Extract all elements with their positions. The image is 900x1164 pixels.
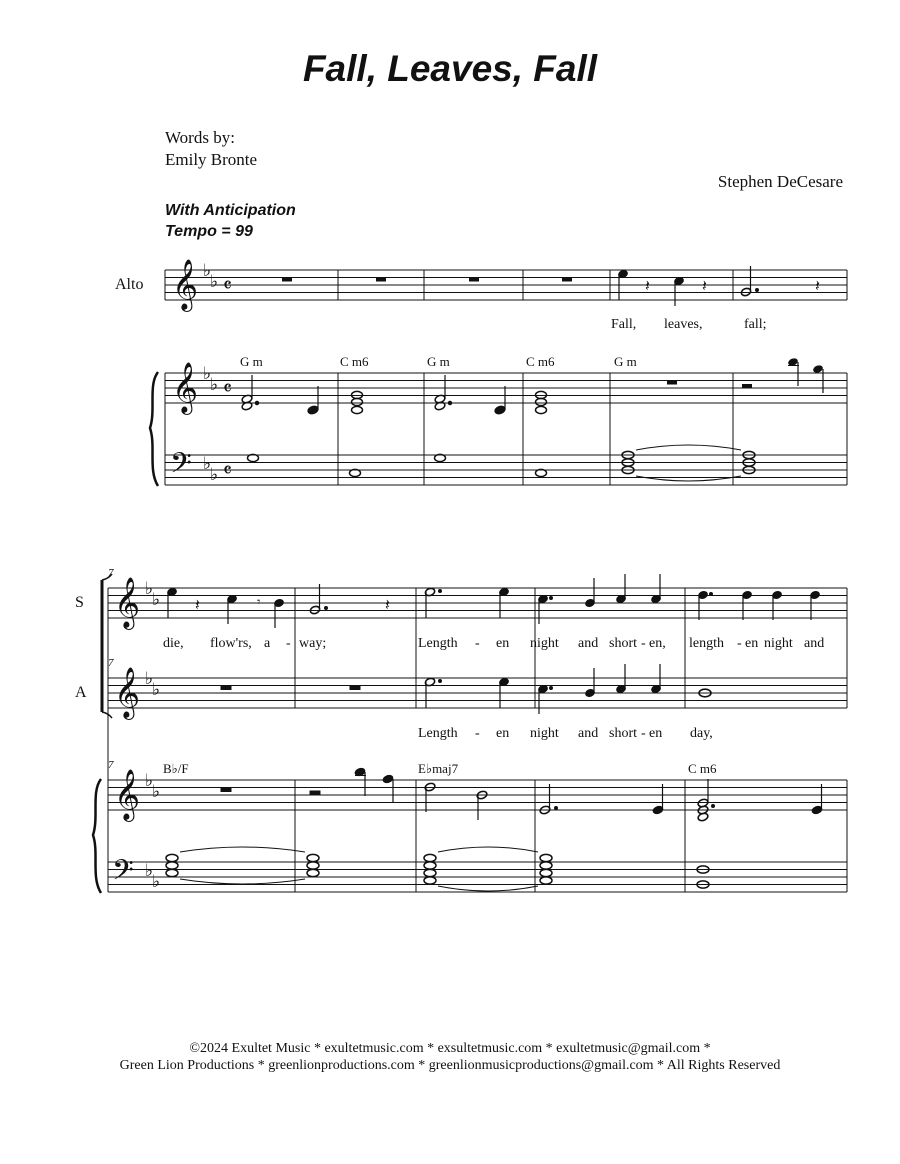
treble-clef-icon: 𝄞: [114, 770, 141, 819]
svg-text:𝄴: 𝄴: [223, 378, 232, 400]
alto-notes-m5: [618, 269, 707, 306]
treble-clef-icon: 𝄞: [172, 260, 199, 309]
lyric: -: [737, 636, 742, 651]
words-by-label: Words by:: [165, 128, 235, 147]
lyric: leaves,: [664, 317, 703, 332]
whole-rests-alto: [282, 278, 572, 282]
lyric: and: [578, 636, 599, 651]
chord-symbol: E♭maj7: [418, 761, 459, 776]
svg-text:𝄽: 𝄽: [645, 278, 650, 295]
piano-brace: [150, 372, 158, 486]
svg-text:♭: ♭: [152, 782, 161, 801]
bass-clef-icon: 𝄢: [112, 856, 134, 893]
lyric: -: [641, 636, 646, 651]
lyricist-name: Emily Bronte: [165, 150, 258, 169]
key-signatures-s2: [145, 579, 160, 891]
treble-clef-icon: 𝄞: [114, 668, 141, 717]
alto-staff-label-s2: A: [75, 684, 87, 701]
svg-text:♭: ♭: [152, 872, 161, 891]
svg-text:♭: ♭: [152, 680, 161, 699]
lyric: en,: [649, 636, 666, 651]
piano-barlines: [338, 373, 847, 485]
lyric: length: [689, 636, 724, 651]
chord-symbol: G m: [614, 354, 637, 369]
time-signatures-system-1: [223, 275, 232, 482]
measure-number: 7: [108, 657, 114, 669]
svg-text:𝄴: 𝄴: [223, 460, 232, 482]
lyric: -: [286, 636, 291, 651]
svg-text:♭: ♭: [203, 261, 212, 280]
lyric: -: [475, 636, 480, 651]
svg-text:♭: ♭: [210, 375, 219, 394]
treble-clef-icon: 𝄞: [172, 363, 199, 412]
svg-text:♭: ♭: [145, 669, 154, 688]
piano-brace-s2: [93, 779, 101, 893]
composer-credit: Stephen DeCesare: [717, 172, 843, 191]
lyric: Length: [418, 636, 458, 651]
lyric: short: [609, 726, 637, 741]
bass-clef-icon: 𝄢: [170, 449, 192, 486]
alto-staff-label: Alto: [115, 276, 144, 293]
chord-symbol: B♭/F: [163, 761, 189, 776]
treble-clef-icon: 𝄞: [114, 578, 141, 627]
soprano-staff-label: S: [75, 594, 84, 611]
svg-text:♭: ♭: [152, 590, 161, 609]
chord-symbol: G m: [427, 354, 450, 369]
svg-text:♭: ♭: [145, 771, 154, 790]
lyric: die,: [163, 636, 184, 651]
svg-text:𝄾: 𝄾: [257, 594, 261, 609]
lyric: en: [496, 636, 510, 651]
footer-line-1: ©2024 Exultet Music * exultetmusic.com * exsultetmusic.com * exultetmusic@gmail.com *: [189, 1041, 711, 1056]
svg-text:♭: ♭: [203, 454, 212, 473]
lyric: day,: [690, 726, 713, 741]
svg-text:𝄽: 𝄽: [385, 597, 390, 614]
measure-number: 7: [108, 759, 114, 771]
svg-text:𝄽: 𝄽: [815, 278, 820, 295]
lyric: Length: [418, 726, 458, 741]
clefs-system-1: [170, 260, 198, 486]
lyric: -: [641, 726, 646, 741]
lyric: Fall,: [611, 317, 637, 332]
svg-text:♭: ♭: [210, 272, 219, 291]
chord-symbol: C m6: [526, 354, 555, 369]
svg-text:♭: ♭: [145, 861, 154, 880]
lyric: and: [804, 636, 825, 651]
piano-bass-staff-lines-s2: [108, 862, 847, 892]
svg-text:♭: ♭: [210, 465, 219, 484]
lyric: night: [530, 726, 559, 741]
lyric: way;: [299, 636, 327, 651]
lyric: en: [496, 726, 510, 741]
lyric: a: [264, 636, 271, 651]
footer-line-2: Green Lion Productions * greenlionproductions.com * greenlionmusicproductions@gmail.com * All Rights Reserved: [119, 1058, 781, 1073]
chord-symbol: G m: [240, 354, 263, 369]
lyric: fall;: [744, 317, 767, 332]
chord-symbol: C m6: [688, 761, 717, 776]
expression-marking: With Anticipation: [165, 202, 296, 219]
alto-staff-lines-s2: [108, 678, 847, 708]
lyric: en: [649, 726, 663, 741]
lyric: en: [745, 636, 759, 651]
svg-text:♭: ♭: [145, 579, 154, 598]
svg-text:𝄴: 𝄴: [223, 275, 232, 297]
piano-barlines-s2: [295, 780, 847, 892]
lyric: night: [530, 636, 559, 651]
lyric: short: [609, 636, 637, 651]
score-title: Fall, Leaves, Fall: [302, 48, 598, 89]
copyright-footer: [0, 1040, 900, 1074]
lyric: and: [578, 726, 599, 741]
tempo-marking: Tempo = 99: [165, 223, 253, 240]
lyric: -: [475, 726, 480, 741]
lyric: flow'rs,: [210, 636, 252, 651]
measure-number: 7: [108, 567, 114, 579]
chord-symbol: C m6: [340, 354, 369, 369]
svg-text:𝄽: 𝄽: [702, 278, 707, 295]
svg-text:♭: ♭: [203, 364, 212, 383]
soprano-notes: [167, 574, 821, 628]
soprano-staff-lines: [108, 588, 847, 618]
lyric: night: [764, 636, 793, 651]
svg-text:𝄽: 𝄽: [195, 597, 200, 614]
